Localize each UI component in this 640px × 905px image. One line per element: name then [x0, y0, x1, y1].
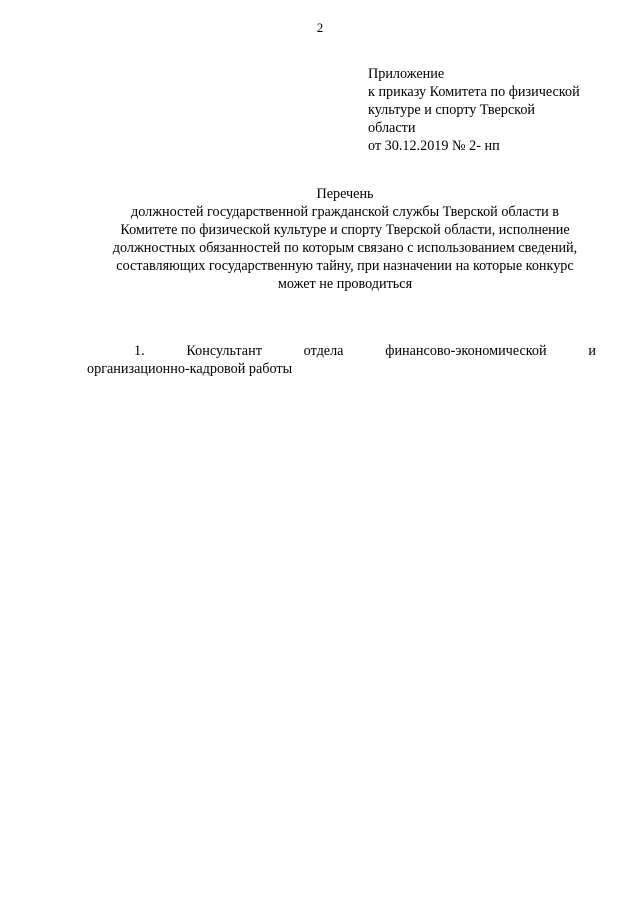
title-line: должностных обязанностей по которым связано с использованием сведений,: [112, 240, 578, 256]
positions-list: [87, 342, 596, 378]
title-heading: Перечень: [316, 186, 374, 202]
list-item-word: и: [588, 343, 596, 359]
title-line: должностей государственной гражданской службы Тверской области в: [131, 204, 559, 220]
appendix-title: Приложение: [368, 66, 445, 82]
list-item-continuation: организационно-кадровой работы: [87, 361, 293, 377]
list-item-line: [87, 342, 596, 360]
appendix-line: культуре и спорту Тверской: [368, 102, 536, 118]
appendix-date-number: от 30.12.2019 № 2- нп: [368, 138, 500, 154]
list-item-word: финансово-экономической: [385, 343, 547, 359]
title-line: может не проводиться: [277, 276, 413, 292]
page-number: 2: [316, 20, 324, 35]
appendix-line: к приказу Комитета по физической: [368, 84, 580, 100]
title-line: Комитете по физической культуре и спорту Тверской области, исполнение: [120, 222, 570, 238]
list-item-number: 1.: [134, 343, 145, 359]
list-item-word: Консультант: [186, 343, 262, 359]
list-item: [87, 342, 596, 378]
title-line: составляющих государственную тайну, при назначении на которые конкурс: [116, 258, 574, 274]
document-title: [60, 185, 630, 293]
appendix-line: области: [368, 120, 416, 136]
list-item-word: отдела: [303, 343, 344, 359]
appendix-block: [368, 65, 608, 155]
